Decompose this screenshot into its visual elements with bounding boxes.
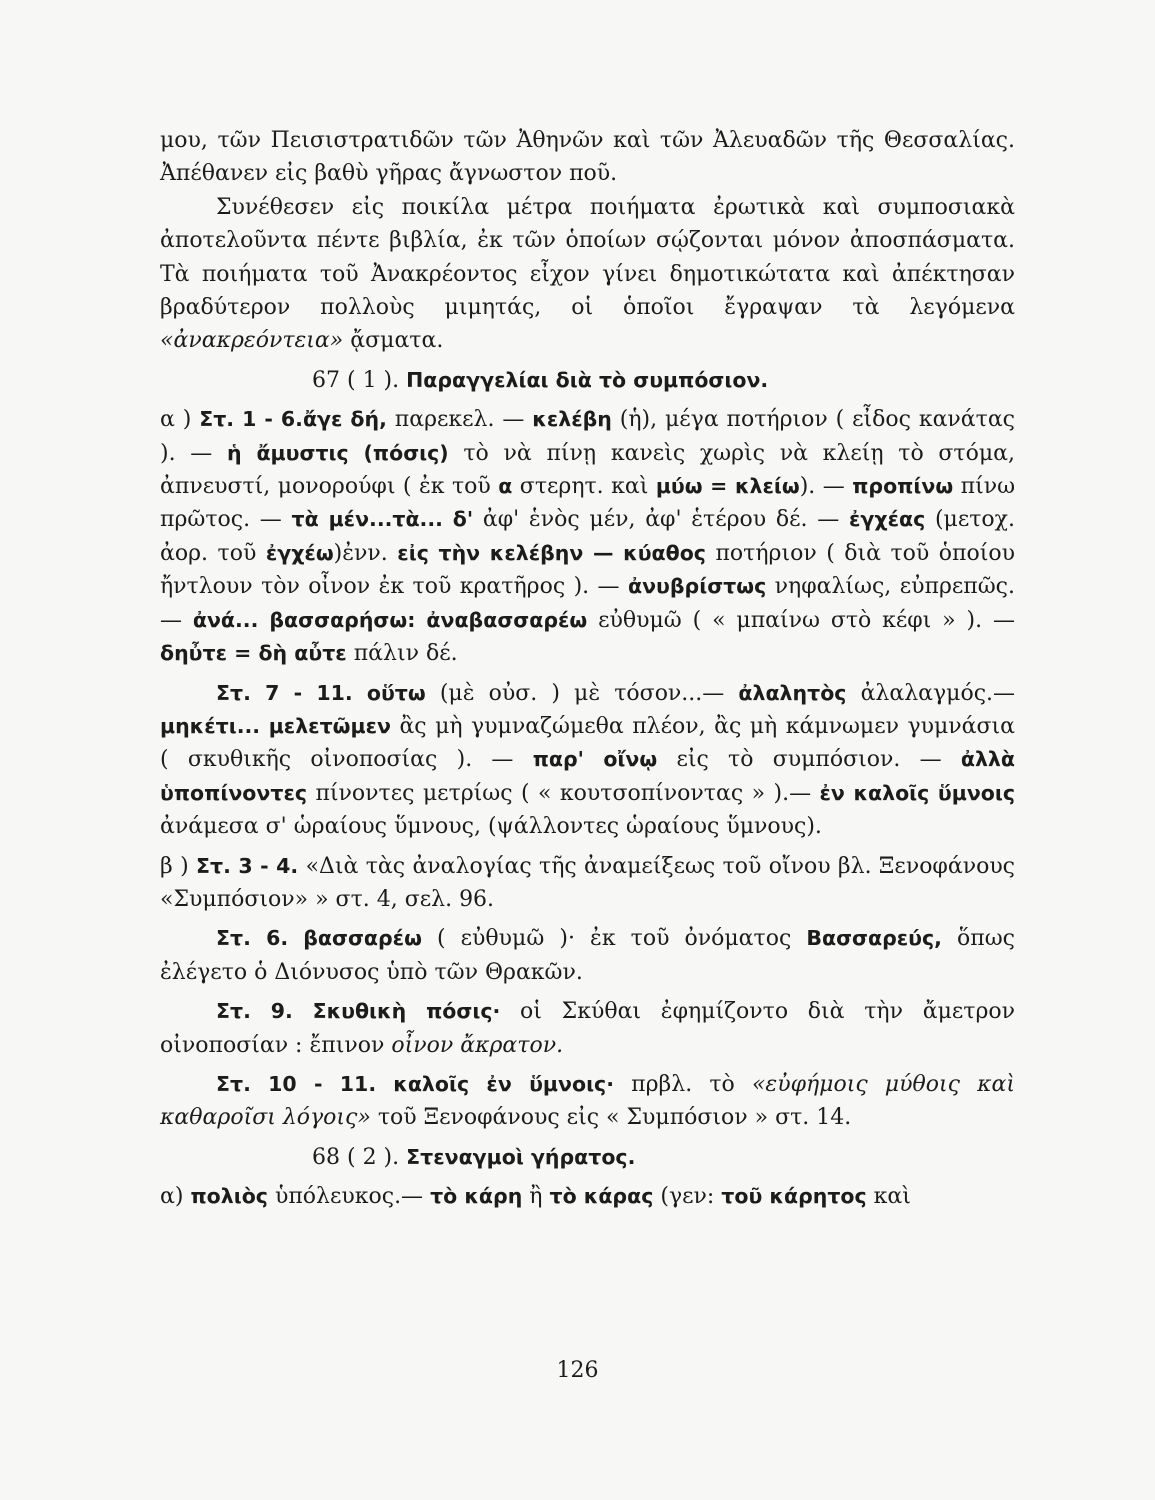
verse-ref: Στ. 1 - 6. xyxy=(199,407,303,432)
paragraph-intro xyxy=(160,124,1015,191)
lemma: βασσαρέω xyxy=(303,926,422,951)
gloss: ( εὐθυμῶ )· ἐκ τοῦ ὀνόματος xyxy=(437,926,792,952)
gloss: παρεκελ. — xyxy=(394,407,525,433)
section-heading-68 xyxy=(160,1141,1015,1174)
paragraph-works xyxy=(160,191,1015,358)
gloss: ἢ xyxy=(529,1184,543,1210)
section-number-68: 68 ( 2 ). xyxy=(312,1144,400,1170)
paragraph-note-a xyxy=(160,403,1015,670)
lemma: πολιὸς xyxy=(190,1184,268,1209)
gloss: ἀλαλαγμός.— xyxy=(860,680,1016,706)
intro-text: μου, τῶν Πεισιστρατιδῶν τῶν Ἀθηνῶν καὶ τῶν Ἀλευαδῶν τῆς Θεσσαλίας. Ἀπέθανεν εἰς βαθὺ γῆρας ἄγνωστον ποῦ. xyxy=(160,128,1015,187)
verse-ref: Στ. 7 - 11. xyxy=(216,680,353,705)
gloss: ποτήριον ( διὰ τοῦ ὁποίου ἤντλουν τὸν οἶνον ἐκ τοῦ κρατῆρος ). — xyxy=(160,540,1015,600)
gloss: νηφαλίως, εὐπρεπῶς. — xyxy=(160,574,1015,633)
lemma: τοῦ κάρητος xyxy=(721,1184,867,1209)
verse-ref: Στ. 10 - 11. xyxy=(216,1071,377,1096)
paragraph-verse-6 xyxy=(160,922,1015,989)
lemma: μηκέτι... μελετῶμεν xyxy=(160,713,391,738)
lemma: α xyxy=(498,474,513,499)
lemma: παρ' οἴνῳ xyxy=(532,747,658,772)
paragraph-verses-10-11 xyxy=(160,1068,1015,1135)
gloss: (γεν: xyxy=(660,1184,715,1210)
gloss: ). — xyxy=(799,474,845,500)
verse-ref: Στ. 6. xyxy=(216,926,289,951)
works-text: Συνέθεσεν εἰς ποικίλα μέτρα ποιήματα ἐρωτικὰ καὶ συμποσιακὰ ἀποτελοῦντα πέντε βιβλία, ἐκ τῶν ὁποίων σῴζονται μόνον ἀποσπάσματα. Τὰ ποιήματα τοῦ Ἀνακρέοντος εἶχον γίνει δημοτικώτατα καὶ ἀπέκτησαν βραδύτερον πολλοὺς μιμητάς, οἱ ὁποῖοι ἔγραψαν τὰ λεγόμενα xyxy=(160,194,1015,321)
gloss: ἂς μὴ γυμναζώμεθα πλέον, ἂς μὴ κάμνωμεν γυμνάσια ( σκυθικῆς οἰνοποσίας ). — xyxy=(160,713,1016,773)
quote: «εὐφήμοις μύθοις καὶ καθαροῖσι λόγοις» xyxy=(160,1071,1015,1131)
gloss: τὸ νὰ πίνῃ κανεὶς χωρὶς νὰ κλείῃ τὸ στόμα, ἀπνευστί, μονορούφι ( ἐκ τοῦ xyxy=(160,440,1015,500)
gloss: ὑπόλευκος.— xyxy=(274,1184,424,1210)
lemma: Σκυθικὴ πόσις· xyxy=(312,999,501,1024)
note-label: α) xyxy=(160,1184,184,1210)
lemma: καλοῖς ἐν ὕμνοις· xyxy=(393,1071,614,1096)
gloss: «Διὰ τὰς ἀναλογίας τῆς ἀναμείξεως τοῦ οἴνου βλ. Ξενοφάνους «Συμπόσιον» » στ. 4, σελ. 96. xyxy=(160,853,1016,912)
section-title-67: Παραγγελίαι διὰ τὸ συμπόσιον. xyxy=(406,367,769,392)
paragraph-verses-7-11 xyxy=(160,677,1015,844)
note-label: β ) xyxy=(160,853,189,879)
lemma: τὰ μέν...τὰ... δ' xyxy=(291,507,474,532)
lemma: τὸ κάρας xyxy=(549,1184,654,1209)
gloss: τοῦ Ξενοφάνους εἰς « Συμπόσιον » στ. 14. xyxy=(377,1105,852,1131)
quote: οἶνον ἄκρατον. xyxy=(391,1032,564,1058)
section-number-67: 67 ( 1 ). xyxy=(312,367,400,393)
lemma: εἰς τὴν κελέβην — κύαθος xyxy=(397,540,706,565)
note-label: α ) xyxy=(160,407,192,433)
gloss: ἀνάμεσα σ' ὡραίους ὕμνους, (ψάλλοντες ὡραίους ὕμνους). xyxy=(160,814,822,840)
page-number: 126 xyxy=(556,1358,599,1383)
anacreontea-term: «ἀνακρεόντεια» xyxy=(160,328,344,354)
lemma: τὸ κάρη xyxy=(430,1184,523,1209)
page-body xyxy=(160,124,1015,1214)
verse-ref: Στ. 3 - 4. xyxy=(196,853,299,878)
gloss: εἰς τὸ συμπόσιον. — xyxy=(676,747,942,773)
gloss: πίνοντες μετρίως ( « κουτσοπίνοντας » ).— xyxy=(315,780,812,806)
gloss: πρβλ. τὸ xyxy=(631,1071,735,1097)
lemma: ἐγχέας xyxy=(848,507,926,532)
gloss: πάλιν δέ. xyxy=(353,641,458,667)
gloss: πίνω πρῶτος. — xyxy=(160,474,1016,533)
verse-ref: Στ. 9. xyxy=(216,999,293,1024)
lemma: ἐγχέω xyxy=(265,540,334,565)
lemma: ἀλλὰ ὑποπίνοντες xyxy=(160,747,1015,805)
lemma: ἀλαλητὸς xyxy=(738,680,847,705)
gloss: )ἐνν. xyxy=(333,540,388,566)
lemma: ἐν καλοῖς ὕμνοις xyxy=(819,780,1016,805)
lemma: ἀνά... βασσαρήσω: ἀναβασσαρέω xyxy=(192,607,588,632)
gloss: στερητ. καὶ xyxy=(519,474,649,500)
section-heading-67 xyxy=(160,364,1015,397)
lemma: μύω = κλείω xyxy=(655,474,800,499)
paragraph-verse-9 xyxy=(160,995,1015,1062)
lemma: ἄγε δή, xyxy=(302,407,387,432)
paragraph-note-b xyxy=(160,850,1015,917)
gloss: (μὲ οὐσ. ) μὲ τόσον...— xyxy=(439,680,725,706)
lemma: κελέβη xyxy=(532,407,612,432)
section-title-68: Στεναγμοὶ γήρατος. xyxy=(406,1144,636,1169)
gloss: ἀφ' ἑνὸς μέν, ἀφ' ἑτέρου δέ. — xyxy=(482,507,840,533)
gloss: οἱ Σκύθαι ἐφημίζοντο διὰ τὴν ἄμετρον οἰνοποσίαν : ἔπινον xyxy=(160,999,1016,1058)
lemma: ἀνυβρίστως xyxy=(627,574,767,599)
gloss: (μετοχ. ἀορ. τοῦ xyxy=(160,507,1015,566)
works-end: ᾄσματα. xyxy=(350,328,444,354)
gloss: καὶ xyxy=(873,1184,911,1210)
lemma: Βασσαρεύς, xyxy=(806,926,942,951)
lemma: οὕτω xyxy=(366,680,426,705)
paragraph-note-68a xyxy=(160,1180,1015,1213)
gloss: εὐθυμῶ ( « μπαίνω στὸ κέφι » ). — xyxy=(598,607,1015,633)
gloss: ὅπως ἐλέγετο ὁ Διόνυσος ὑπὸ τῶν Θρακῶν. xyxy=(160,926,1015,985)
lemma: ἡ ἄμυστις (πόσις) xyxy=(227,440,449,465)
lemma: δηὖτε = δὴ αὖτε xyxy=(160,641,347,666)
gloss: (ἡ), μέγα ποτήριον ( εἶδος κανάτας ). — xyxy=(160,407,1016,466)
lemma: προπίνω xyxy=(852,474,954,499)
